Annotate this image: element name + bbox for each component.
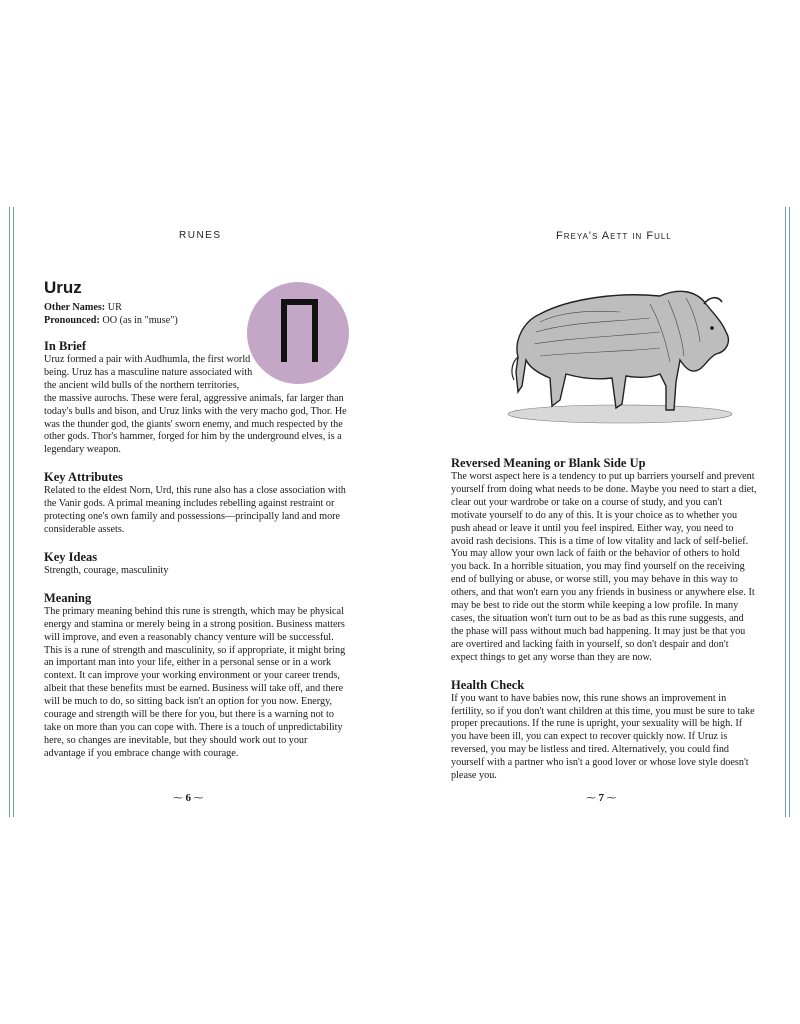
- pronounced: [44, 314, 350, 327]
- left-page: [44, 278, 350, 761]
- page-number-left: [173, 792, 204, 804]
- right-page: [451, 455, 757, 783]
- bison-illustration: [500, 282, 740, 432]
- in-brief-line: Uruz formed a pair with Audhumla, the first world: [44, 354, 251, 365]
- left-edge-line-inner: [13, 207, 14, 817]
- in-brief-text: [44, 354, 350, 457]
- running-header-left: RUNES: [179, 230, 222, 241]
- key-ideas-heading: Key Ideas: [44, 549, 98, 564]
- health-check-heading: Health Check: [451, 677, 525, 692]
- reversed-section: [451, 455, 757, 665]
- folio-ornament-icon: ⁓: [191, 793, 204, 804]
- reversed-heading: Reversed Meaning or Blank Side Up: [451, 456, 646, 470]
- reversed-text: The worst aspect here is a tendency to put up barriers yourself and prevent yourself from doing what needs to be done. Maybe you need to start a diet, clear out your wardrobe or take on a course of study, and you can't motivate yourself to do any of this. It is your choice as to whether you push ahead or leave it until you feel inspired. Either way, you need to avoid rash decisions. This is a time of low vitality and lack of self-belief. You may allow your own lack of faith or the behavior of others to hold you back. In a horrible situation, you may find yourself on the receiving end of bullying or abuse, or worse still, you may behave in this way to others, and that won't earn you any friends in business or anywhere else. It may be best to ride out the storm while keeping a low profile. In many cases, the situation won't turn out to be as bad as this rune suggests, and the phase will pass without much bad happening. It may just be that you are overtired and lacking faith in yourself, so don't despair and don't expect things to get any worse than they are now.: [451, 471, 757, 663]
- key-ideas-section: [44, 549, 350, 578]
- key-attributes-text: Related to the eldest Norn, Urd, this rune also has a close association with the Vanir gods. A primal meaning includes rebelling against restraint or protecting one's own family and possessions—principally land and more considerable assets.: [44, 485, 346, 535]
- page-number-right: [586, 792, 617, 804]
- health-check-section: [451, 677, 757, 783]
- folio-ornament-icon: ⁓: [604, 793, 617, 804]
- folio-ornament-icon: ⁓: [586, 793, 599, 804]
- in-brief-section: [44, 338, 350, 457]
- other-names: [44, 301, 350, 314]
- meaning-section: [44, 590, 350, 761]
- in-brief-heading: In Brief: [44, 339, 87, 353]
- key-attributes-heading: Key Attributes: [44, 470, 123, 485]
- other-names-value: UR: [107, 302, 122, 313]
- page-number-6: 6: [185, 792, 191, 804]
- meaning-heading: Meaning: [44, 590, 92, 605]
- key-ideas-text: Strength, courage, masculinity: [44, 564, 169, 576]
- pronounced-value: OO (as in "muse"): [102, 315, 178, 326]
- key-attributes-section: [44, 469, 350, 537]
- left-edge-line: [9, 207, 10, 817]
- pronounced-label: Pronounced:: [44, 315, 100, 326]
- rune-title: Uruz: [44, 278, 82, 297]
- in-brief-rest: These were feral, aggressive animals, far larger than today's bulls and bison, and Uruz links with the very macho god, Thor. He was the thunder god, the giants' sworn enemy, and much respected by the other gods. Thor's hammer, forged for him by the underground elves, is a legendary weapon.: [44, 392, 347, 456]
- page-number-7: 7: [598, 792, 604, 804]
- meaning-text: The primary meaning behind this rune is strength, which may be physical energy and stamina or merely being in a strong position. Business matters will improve, and even a reasonably chancy venture will be successful. This is a rune of strength and masculinity, so if appropriate, it might bring an important man into your life, either in a personal sense or in a work context. It can improve your working environment or your career trends, albeit that these benefits must be earned. Business will take off, and there will be much to do, so sitting back isn't an option for you now. Energy, courage and strength will be there for you, but there is a warning not to take on more than you can cope with. There is a touch of unpredictability here, so changes are inevitable, but they should work out to your advantage if you embrace change with courage.: [44, 605, 346, 759]
- running-header-right: Freya's Aett in Full: [556, 230, 672, 242]
- right-edge-line-inner: [785, 207, 786, 817]
- in-brief-line: the massive aurochs.: [44, 392, 129, 404]
- in-brief-line: being. Uruz has a masculine nature associated with: [44, 366, 253, 378]
- folio-ornament-icon: ⁓: [173, 793, 186, 804]
- in-brief-line: the ancient wild bulls of the northern territories,: [44, 379, 240, 391]
- health-check-text: If you want to have babies now, this rune shows an improvement in fertility, so if you don't want children at this time, you must be sure to take proper precautions. If the rune is upright, your sexuality will be high. If you have been ill, you can expect to recover quickly now. If Uruz is reversed, you may be listless and tired. Alternatively, you could find yourself with a partner who isn't a good lover or whose love style doesn't please you.: [451, 692, 755, 782]
- right-edge-line: [789, 207, 790, 817]
- other-names-label: Other Names:: [44, 302, 106, 313]
